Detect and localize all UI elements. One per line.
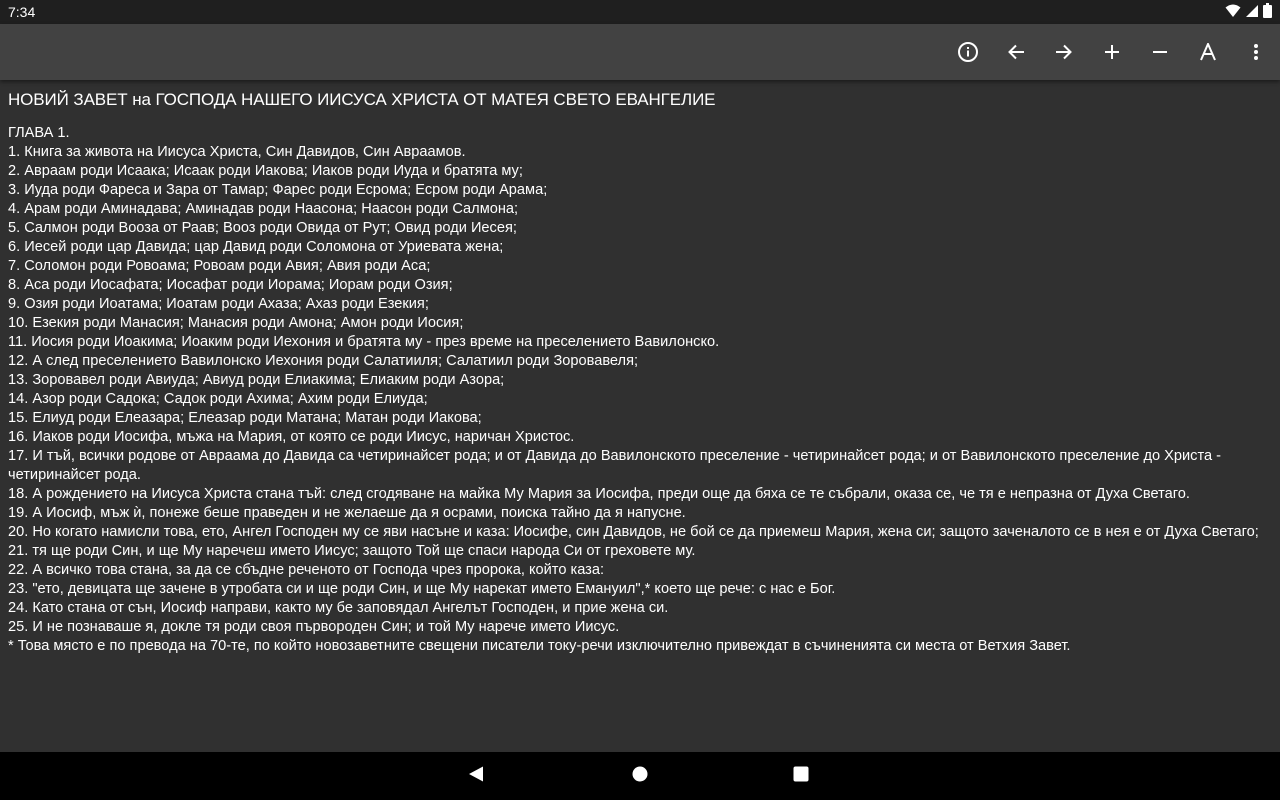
verse: 25. И не познаваше я, докле тя роди своя първороден Син; и той Му нарече името Иисус. — [8, 619, 620, 635]
app-toolbar — [0, 24, 1280, 80]
verse: 12. А след преселението Вавилонско Иехония роди Салатииля; Салатиил роди Зоровавеля; — [8, 353, 639, 369]
nav-recents-button[interactable] — [777, 752, 825, 800]
back-triangle-icon — [468, 766, 484, 787]
previous-button[interactable] — [992, 28, 1040, 76]
zoom-out-icon — [1152, 44, 1168, 60]
battery-icon — [1263, 3, 1272, 21]
zoom-out-button[interactable] — [1136, 28, 1184, 76]
zoom-in-button[interactable] — [1088, 28, 1136, 76]
nav-home-button[interactable] — [616, 752, 664, 800]
verse: 18. А рождението на Иисуса Христа стана тъй: след сгодяване на майка Му Мария за Иосифа, преди още да бяха се те събрали, оказа се, че тя е непразна от Духа Светаго. — [8, 486, 1190, 502]
verse: 4. Арам роди Аминадава; Аминадав роди Наасона; Наасон роди Салмона; — [8, 201, 519, 217]
book-title: НОВИЙ ЗАВЕТ на ГОСПОДА НАШЕГО ИИСУСА ХРИСТА ОТ МАТЕЯ СВЕТО ЕВАНГЕЛИЕ — [8, 90, 716, 109]
wifi-icon — [1225, 4, 1241, 21]
status-bar — [0, 0, 1280, 24]
verse: 3. Иуда роди Фареса и Зара от Тамар; Фарес роди Есрома; Есром роди Арама; — [8, 182, 548, 198]
footnote: * Това място е по превода на 70-те, по който новозаветните свещени писатели току-речи изключително привеждат в съчиненията си места от Ветхия Завет. — [8, 638, 1071, 654]
status-icons — [1225, 4, 1272, 20]
next-button[interactable] — [1040, 28, 1088, 76]
verse: 7. Соломон роди Ровоама; Ровоам роди Авия; Авия роди Аса; — [8, 258, 431, 274]
status-time: 7:34 — [8, 4, 36, 20]
verse: 20. Но когато намисли това, ето, Ангел Господен му се яви насъне и каза: Иосифе, син Давидов, не бой се да приемеш Мария, жена си; защото заченалото се в нея е от Духа Светаго; — [8, 524, 1259, 540]
verse: 21. тя ще роди Син, и ще Му наречеш името Иисус; защото Той ще спаси народа Си от греховете му. — [8, 543, 696, 559]
verse: 2. Авраам роди Исаака; Исаак роди Иакова; Иаков роди Иуда и братята му; — [8, 163, 523, 179]
verse: 16. Иаков роди Иосифа, мъжа на Мария, от която се роди Иисус, наричан Христос. — [8, 429, 575, 445]
verse: 10. Езекия роди Манасия; Манасия роди Амона; Амон роди Иосия; — [8, 315, 464, 331]
verse: 8. Аса роди Иосафата; Иосафат роди Иорама; Иорам роди Озия; — [8, 277, 453, 293]
font-button[interactable] — [1184, 28, 1232, 76]
verse: 5. Салмон роди Вооза от Раав; Вооз роди Овида от Рут; Овид роди Иесея; — [8, 220, 517, 236]
nav-back-button[interactable] — [452, 752, 500, 800]
verse: 19. А Иосиф, мъж ѝ, понеже беше праведен и не желаеше да я осрами, поиска тайно да я напусне. — [8, 505, 686, 521]
chapter-heading: ГЛАВА 1. — [8, 125, 70, 141]
more-options-button[interactable] — [1232, 28, 1280, 76]
arrow-forward-icon — [1055, 43, 1073, 61]
system-nav-bar — [0, 752, 1280, 800]
signal-icon — [1245, 4, 1259, 21]
verse: 1. Книга за живота на Иисуса Христа, Син Давидов, Син Авраамов. — [8, 144, 466, 160]
verse: 9. Озия роди Иоатама; Иоатам роди Ахаза; Ахаз роди Езекия; — [8, 296, 429, 312]
home-circle-icon — [632, 766, 648, 787]
info-button[interactable] — [944, 28, 992, 76]
verse: 14. Азор роди Садока; Садок роди Ахима; Ахим роди Елиуда; — [8, 391, 428, 407]
verse: 6. Иесей роди цар Давида; цар Давид роди Соломона от Уриевата жена; — [8, 239, 504, 255]
arrow-back-icon — [1007, 43, 1025, 61]
verse: 23. "ето, девицата ще зачене в утробата си и ще роди Син, и ще Му нарекат името Емануил",* което ще рече: с нас е Бог. — [8, 581, 836, 597]
reader-content[interactable] — [0, 80, 1280, 752]
zoom-in-icon — [1104, 44, 1120, 60]
verse: 24. Като стана от сън, Иосиф направи, както му бе заповядал Ангелът Господен, и прие жена си. — [8, 600, 669, 616]
verse: 13. Зоровавел роди Авиуда; Авиуд роди Елиакима; Елиаким роди Азора; — [8, 372, 505, 388]
verse: 11. Иосия роди Иоакима; Иоаким роди Иехония и братята му - през време на преселението Вавилонско. — [8, 334, 720, 350]
verse: 17. И тъй, всички родове от Авраама до Давида са четиринайсет рода; и от Давида до Вавилонското преселение - четиринайсет рода; и от Вавилонското преселение до Христа - четиринайсет рода. — [8, 448, 1222, 483]
more-vert-icon — [1254, 44, 1258, 60]
verse: 22. А всичко това стана, за да се сбъдне реченото от Господа чрез пророка, който каза: — [8, 562, 605, 578]
verse-list — [8, 124, 1272, 656]
font-icon — [1199, 43, 1217, 61]
verse: 15. Елиуд роди Елеазара; Елеазар роди Матана; Матан роди Иакова; — [8, 410, 482, 426]
recents-square-icon — [793, 766, 809, 787]
info-icon — [957, 41, 979, 63]
